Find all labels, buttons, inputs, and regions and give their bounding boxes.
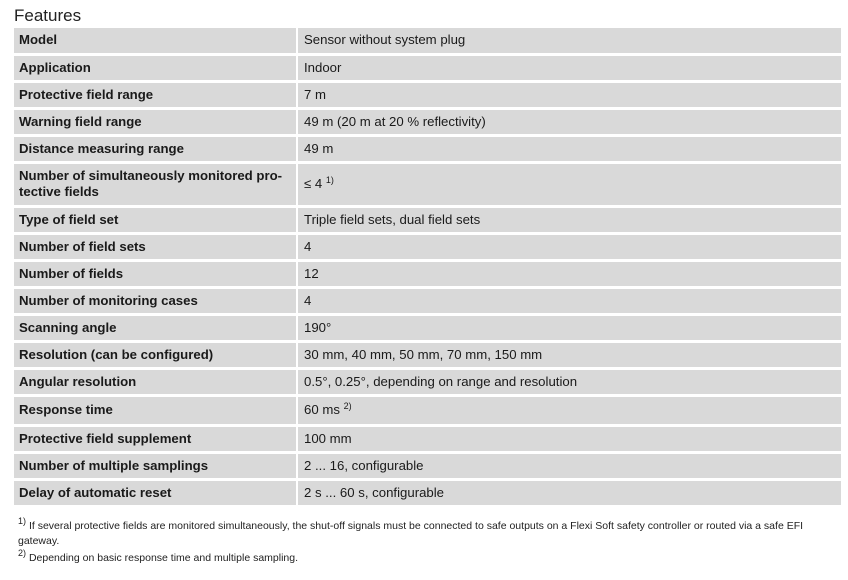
row-label: Scanning angle bbox=[14, 314, 297, 341]
row-value: 12 bbox=[297, 260, 841, 287]
row-value-text: 60 ms bbox=[304, 402, 340, 417]
row-label: Application bbox=[14, 54, 297, 81]
footnote-mark: 2) bbox=[18, 548, 27, 558]
footnote-text: Depending on basic response time and multiple sampling. bbox=[28, 552, 299, 564]
row-label: Angular resolution bbox=[14, 368, 297, 395]
row-value: 100 mm bbox=[297, 425, 841, 452]
row-label: Distance measuring range bbox=[14, 135, 297, 162]
section-title: Features bbox=[14, 6, 82, 25]
row-value: 49 m bbox=[297, 135, 841, 162]
table-row bbox=[14, 206, 841, 233]
row-label: Number of monitoring cases bbox=[14, 287, 297, 314]
row-value: Indoor bbox=[297, 54, 841, 81]
table-row bbox=[14, 425, 841, 452]
row-label: Number of simultaneously monitored pro-tective fields bbox=[14, 162, 297, 206]
footnote-mark: 1) bbox=[18, 516, 27, 526]
row-label: Protective field range bbox=[14, 81, 297, 108]
table-row bbox=[14, 314, 841, 341]
table-row bbox=[14, 452, 841, 479]
row-value: Triple field sets, dual field sets bbox=[297, 206, 841, 233]
row-label: Model bbox=[14, 28, 297, 54]
row-value: 2 s ... 60 s, configurable bbox=[297, 479, 841, 506]
table-row bbox=[14, 479, 841, 506]
table-row bbox=[14, 81, 841, 108]
table-row bbox=[14, 341, 841, 368]
footnote-text: If several protective fields are monitored simultaneously, the shut-off signals must be connected to safe outputs on a Flexi Soft safety controller or routed via a safe EFI gateway. bbox=[18, 520, 804, 547]
table-row bbox=[14, 162, 841, 206]
row-label: Number of fields bbox=[14, 260, 297, 287]
footnote-ref: 2) bbox=[343, 401, 352, 411]
row-value: 4 bbox=[297, 287, 841, 314]
row-value: 30 mm, 40 mm, 50 mm, 70 mm, 150 mm bbox=[297, 341, 841, 368]
footnote-2 bbox=[18, 548, 838, 566]
table-row bbox=[14, 287, 841, 314]
row-label: Delay of automatic reset bbox=[14, 479, 297, 506]
table-row bbox=[14, 233, 841, 260]
row-value: 7 m bbox=[297, 81, 841, 108]
row-label: Number of field sets bbox=[14, 233, 297, 260]
row-value: 4 bbox=[297, 233, 841, 260]
row-label: Type of field set bbox=[14, 206, 297, 233]
row-label: Resolution (can be configured) bbox=[14, 341, 297, 368]
row-value: 190° bbox=[297, 314, 841, 341]
row-value-text: ≤ 4 bbox=[304, 176, 323, 191]
table-row bbox=[14, 108, 841, 135]
row-label: Response time bbox=[14, 395, 297, 425]
row-value: Sensor without system plug bbox=[297, 28, 841, 54]
footnote-1 bbox=[18, 516, 838, 549]
row-value bbox=[297, 395, 841, 425]
table-row bbox=[14, 260, 841, 287]
table-row bbox=[14, 135, 841, 162]
row-value: 2 ... 16, configurable bbox=[297, 452, 841, 479]
footnotes bbox=[18, 516, 838, 568]
features-table bbox=[14, 28, 841, 508]
row-label: Number of multiple samplings bbox=[14, 452, 297, 479]
table-row bbox=[14, 395, 841, 425]
row-value bbox=[297, 162, 841, 206]
table-row bbox=[14, 54, 841, 81]
row-value: 0.5°, 0.25°, depending on range and resolution bbox=[297, 368, 841, 395]
row-label: Warning field range bbox=[14, 108, 297, 135]
row-value: 49 m (20 m at 20 % reflectivity) bbox=[297, 108, 841, 135]
footnote-ref: 1) bbox=[325, 175, 334, 185]
row-label: Protective field supplement bbox=[14, 425, 297, 452]
table-row bbox=[14, 28, 841, 54]
table-row bbox=[14, 368, 841, 395]
